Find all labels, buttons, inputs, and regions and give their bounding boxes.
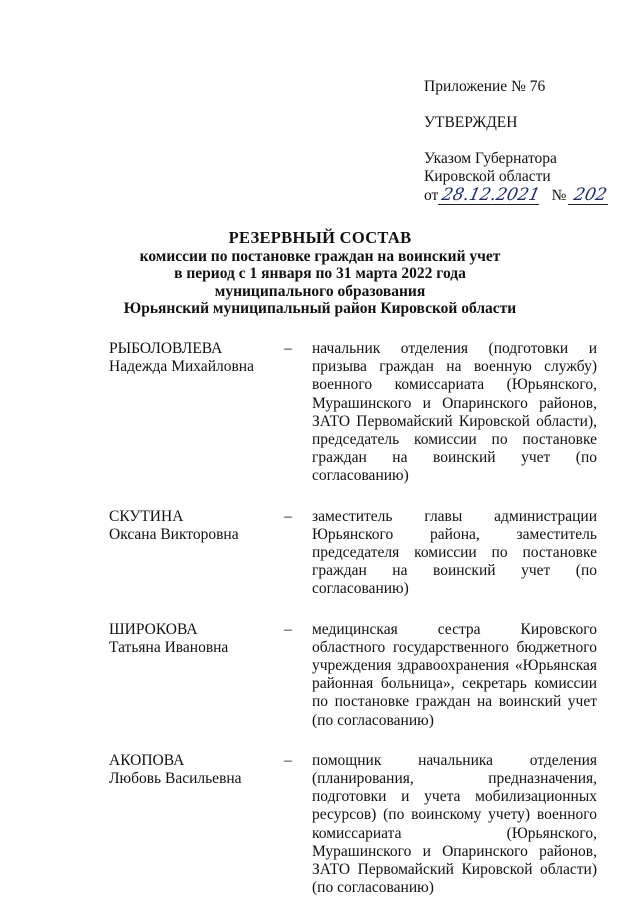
from-label: от <box>424 187 439 204</box>
member-given-name: Надежда Михайловна <box>109 358 254 376</box>
member-role: помощник начальника отделения (планирования, предназначения, подготовки и учета мобилизационных ресурсов) (по воинскому учету) военного комиссариата (Юрьянского, Мурашинского и Опаринского районов, ЗАТО Первомайский Кировской области) (по согласованию) <box>312 751 597 897</box>
decree-line-2: Кировской области <box>424 168 551 185</box>
member-name <box>109 508 284 599</box>
member-surname: СКУТИНА <box>109 507 184 525</box>
member-entry <box>109 508 597 599</box>
member-entry <box>109 340 597 486</box>
document-title <box>40 229 600 318</box>
appendix-number: Приложение № 76 <box>424 78 546 95</box>
member-surname: АКОПОВА <box>109 751 185 769</box>
member-given-name: Татьяна Ивановна <box>109 638 229 656</box>
members-list <box>109 340 597 897</box>
member-role: медицинская сестра Кировского областного государственного бюджетного учреждения здравоохранения «Юрьянская районная больница», секретарь комиссии по постановке граждан на воинский учет (по согласованию) <box>312 620 597 729</box>
member-name <box>109 752 284 898</box>
member-entry <box>109 621 597 730</box>
member-surname: ШИРОКОВА <box>109 620 198 638</box>
title-line-1: комиссии по постановке граждан на воинский учет <box>139 247 501 265</box>
dash-separator: – <box>284 507 292 525</box>
member-name <box>109 621 284 730</box>
member-given-name: Оксана Викторовна <box>109 525 239 543</box>
title-main: РЕЗЕРВНЫЙ СОСТАВ <box>228 228 412 247</box>
title-line-2: в период с 1 января по 31 марта 2022 года <box>174 265 466 282</box>
handwritten-date: 28.12.2021 <box>440 185 542 205</box>
dash-separator: – <box>284 751 292 769</box>
member-entry <box>109 752 597 898</box>
approved-label: УТВЕРЖДЕН <box>424 114 518 131</box>
dash-separator: – <box>284 340 292 357</box>
title-line-4: Юрьянский муниципальный район Кировской области <box>123 300 517 317</box>
decree-date-number-row <box>424 186 624 205</box>
handwritten-number: 202 <box>568 186 612 205</box>
member-surname: РЫБОЛОВЛЕВА <box>109 340 223 357</box>
approval-block <box>424 78 624 205</box>
member-given-name: Любовь Васильевна <box>109 770 242 788</box>
title-line-3: муниципального образования <box>214 282 426 300</box>
dash-separator: – <box>284 620 292 638</box>
member-role: заместитель главы администрации Юрьянского района, заместитель председателя комиссии по постановке граждан на воинский учет (по согласованию) <box>312 507 597 598</box>
decree-line-1: Указом Губернатора <box>424 150 557 167</box>
member-role: начальник отделения (подготовки и призыва граждан на военную службу) военного комиссариата (Юрьянского, Мурашинского и Опаринского районов, ЗАТО Первомайский Кировской области), председатель комиссии по постановке граждан на воинский учет (по согласованию) <box>312 340 597 485</box>
number-label: № <box>551 187 567 204</box>
member-name <box>109 340 284 486</box>
